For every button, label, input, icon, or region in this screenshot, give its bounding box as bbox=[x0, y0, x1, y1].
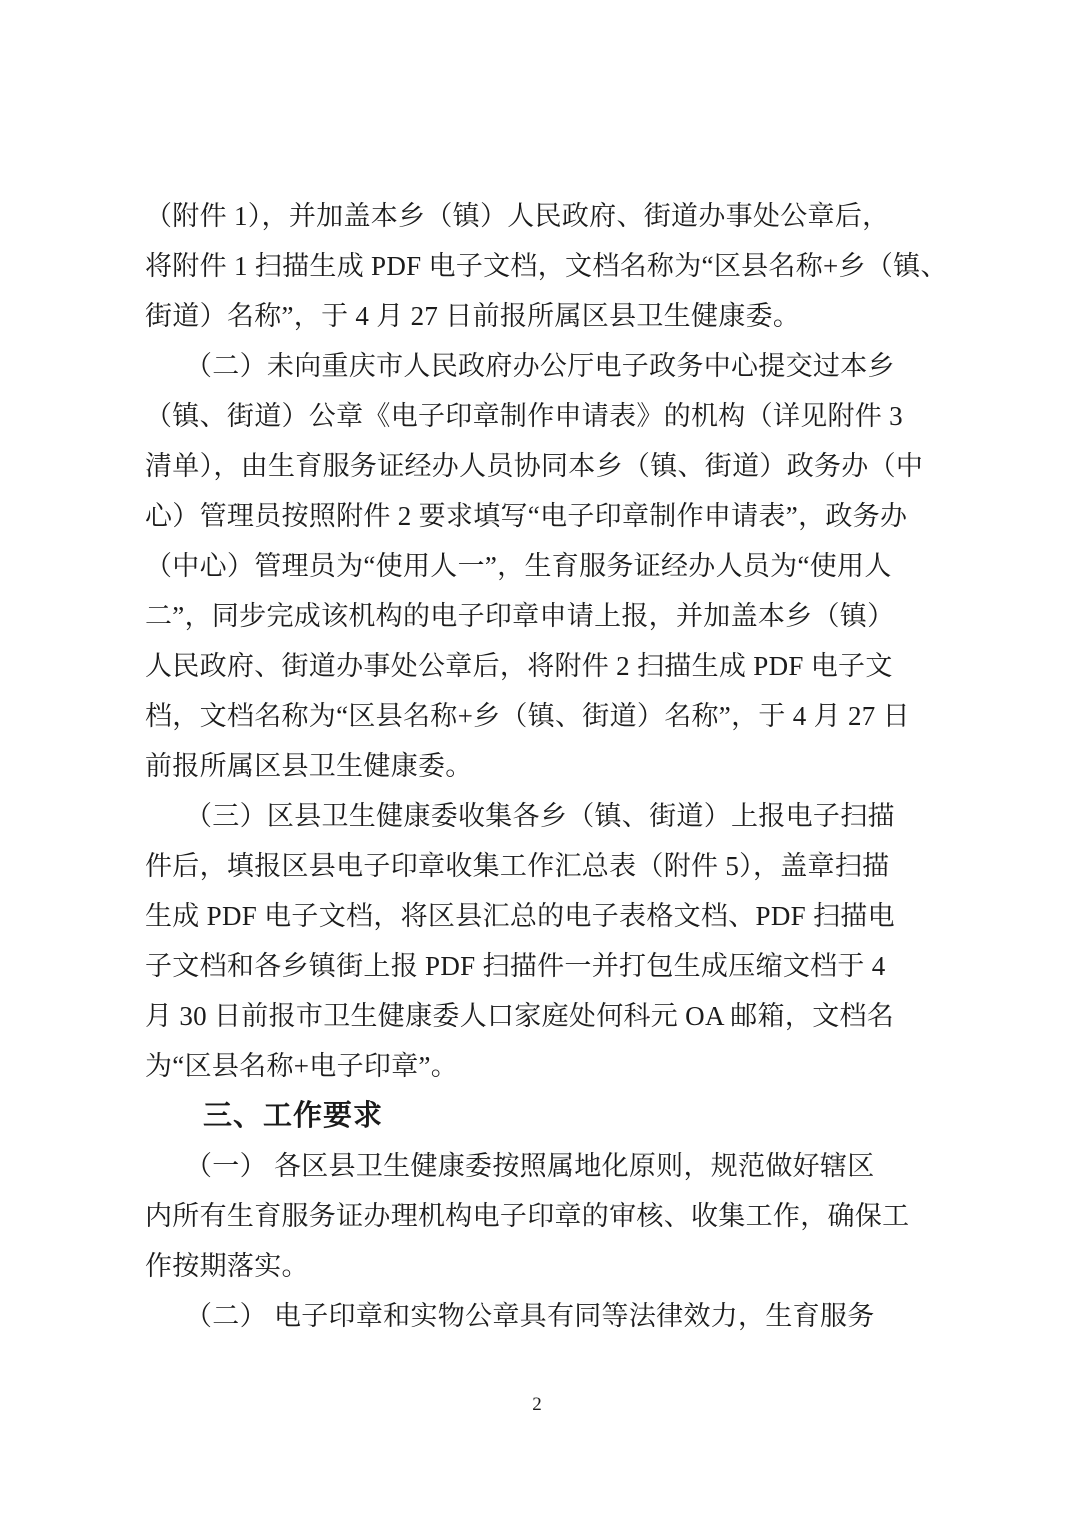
text-line: （镇、街道）公章《电子印章制作申请表》的机构（详见附件 3 bbox=[145, 401, 903, 431]
text-line: 二”，同步完成该机构的电子印章申请上报，并加盖本乡（镇） bbox=[145, 601, 895, 631]
text-line: 月 30 日前报市卫生健康委人口家庭处何科元 OA 邮箱，文档名 bbox=[145, 1001, 895, 1031]
text-line: 内所有生育服务证办理机构电子印章的审核、收集工作，确保工 bbox=[145, 1201, 910, 1231]
text-line: 件后，填报区县电子印章收集工作汇总表（附件 5），盖章扫描 bbox=[145, 851, 890, 881]
text-line: 档，文档名称为“区县名称+乡（镇、街道）名称”，于 4 月 27 日 bbox=[145, 701, 910, 731]
text-line: （二） 电子印章和实物公章具有同等法律效力，生育服务 bbox=[185, 1301, 875, 1331]
text-line: 心）管理员按照附件 2 要求填写“电子印章制作申请表”，政务办 bbox=[145, 501, 908, 531]
text-line: 将附件 1 扫描生成 PDF 电子文档，文档名称为“区县名称+乡（镇、 bbox=[145, 251, 948, 281]
text-line: 清单），由生育服务证经办人员协同本乡（镇、街道）政务办（中 bbox=[145, 451, 924, 481]
text-line: （三）区县卫生健康委收集各乡（镇、街道）上报电子扫描 bbox=[185, 801, 895, 831]
text-line: （一） 各区县卫生健康委按照属地化原则，规范做好辖区 bbox=[185, 1151, 875, 1181]
text-line: （中心）管理员为“使用人一”，生育服务证经办人员为“使用人 bbox=[145, 551, 892, 581]
text-line: 街道）名称”，于 4 月 27 日前报所属区县卫生健康委。 bbox=[145, 301, 801, 331]
text-line: 人民政府、街道办事处公章后，将附件 2 扫描生成 PDF 电子文 bbox=[145, 651, 893, 681]
document-body bbox=[145, 191, 955, 1341]
page-number: 2 bbox=[532, 1394, 542, 1415]
text-line: 前报所属区县卫生健康委。 bbox=[145, 751, 473, 781]
text-line: （附件 1），并加盖本乡（镇）人民政府、街道办事处公章后， bbox=[145, 201, 890, 231]
text-line: 为“区县名称+电子印章”。 bbox=[145, 1051, 459, 1081]
section-heading: 三、工作要求 bbox=[203, 1100, 384, 1132]
text-line: 作按期落实。 bbox=[145, 1251, 309, 1281]
text-line: 子文档和各乡镇街上报 PDF 扫描件一并打包生成压缩文档于 4 bbox=[145, 951, 886, 981]
text-line: 生成 PDF 电子文档，将区县汇总的电子表格文档、PDF 扫描电 bbox=[145, 901, 895, 931]
text-line: （二）未向重庆市人民政府办公厅电子政务中心提交过本乡 bbox=[185, 351, 895, 381]
